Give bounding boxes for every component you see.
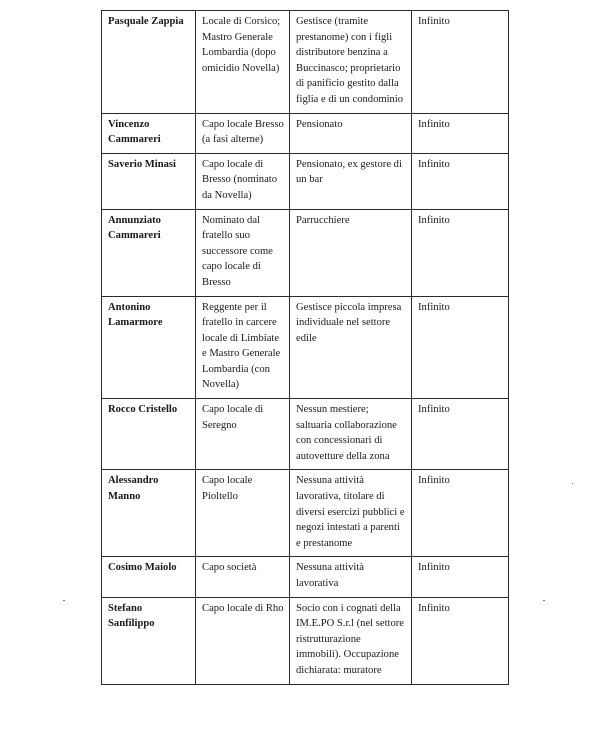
- name-cell: Alessandro Manno: [102, 470, 196, 557]
- table-row: [102, 470, 509, 557]
- role-cell: Capo locale Pioltello: [196, 470, 290, 557]
- operation-cell: Infinito: [412, 470, 509, 557]
- role-cell: Capo locale Bresso (a fasi alterne): [196, 113, 290, 153]
- operation-cell: Infinito: [412, 113, 509, 153]
- table-row: [102, 597, 509, 684]
- table-row: [102, 557, 509, 597]
- occupation-cell: Pensionato: [290, 113, 412, 153]
- members-table: [101, 10, 509, 685]
- name-cell: Stefano Sanfilippo: [102, 597, 196, 684]
- table-row: [102, 296, 509, 399]
- occupation-cell: Gestisce (tramite prestanome) con i figli distributore benzina a Buccinasco; proprietario di panificio gestito dalla figlia e di un condominio: [290, 11, 412, 114]
- occupation-cell: Nessun mestiere; saltuaria collaborazione con concessionari di autovetture della zona: [290, 399, 412, 470]
- role-cell: Nominato dal fratello suo successore come capo locale di Bresso: [196, 209, 290, 296]
- operation-cell: Infinito: [412, 296, 509, 399]
- name-cell: Annunziato Cammareri: [102, 209, 196, 296]
- table-row: [102, 209, 509, 296]
- occupation-cell: Nessuna attività lavorativa, titolare di diversi esercizi pubblici e negozi intestati a parenti e prestanome: [290, 470, 412, 557]
- occupation-cell: Pensionato, ex gestore di un bar: [290, 153, 412, 209]
- table-row: [102, 113, 509, 153]
- role-cell: Locale di Corsico; Mastro Generale Lombardia (dopo omicidio Novella): [196, 11, 290, 114]
- occupation-cell: Socio con i cognati della IM.E.PO S.r.l (nel settore ristrutturazione immobili). Occupazione dichiarata: muratore: [290, 597, 412, 684]
- name-cell: Antonino Lamarmore: [102, 296, 196, 399]
- name-cell: Saverio Minasi: [102, 153, 196, 209]
- role-cell: Capo società: [196, 557, 290, 597]
- role-cell: Capo locale di Bresso (nominato da Novella): [196, 153, 290, 209]
- operation-cell: Infinito: [412, 209, 509, 296]
- scan-speck: [543, 600, 545, 601]
- occupation-cell: Nessuna attività lavorativa: [290, 557, 412, 597]
- occupation-cell: Gestisce piccola impresa individuale nel settore edile: [290, 296, 412, 399]
- operation-cell: Infinito: [412, 153, 509, 209]
- table-row: [102, 399, 509, 470]
- name-cell: Rocco Cristello: [102, 399, 196, 470]
- operation-cell: Infinito: [412, 557, 509, 597]
- role-cell: Capo locale di Seregno: [196, 399, 290, 470]
- table-row: [102, 153, 509, 209]
- role-cell: Capo locale di Rho: [196, 597, 290, 684]
- role-cell: Reggente per il fratello in carcere locale di Limbiate e Mastro Generale Lombardia (con Novella): [196, 296, 290, 399]
- operation-cell: Infinito: [412, 11, 509, 114]
- name-cell: Cosimo Maiolo: [102, 557, 196, 597]
- name-cell: Vincenzo Cammareri: [102, 113, 196, 153]
- operation-cell: Infinito: [412, 597, 509, 684]
- scan-speck: [63, 600, 65, 601]
- operation-cell: Infinito: [412, 399, 509, 470]
- name-cell: Pasquale Zappia: [102, 11, 196, 114]
- scan-speck: [572, 483, 573, 484]
- table-row: [102, 11, 509, 114]
- occupation-cell: Parrucchiere: [290, 209, 412, 296]
